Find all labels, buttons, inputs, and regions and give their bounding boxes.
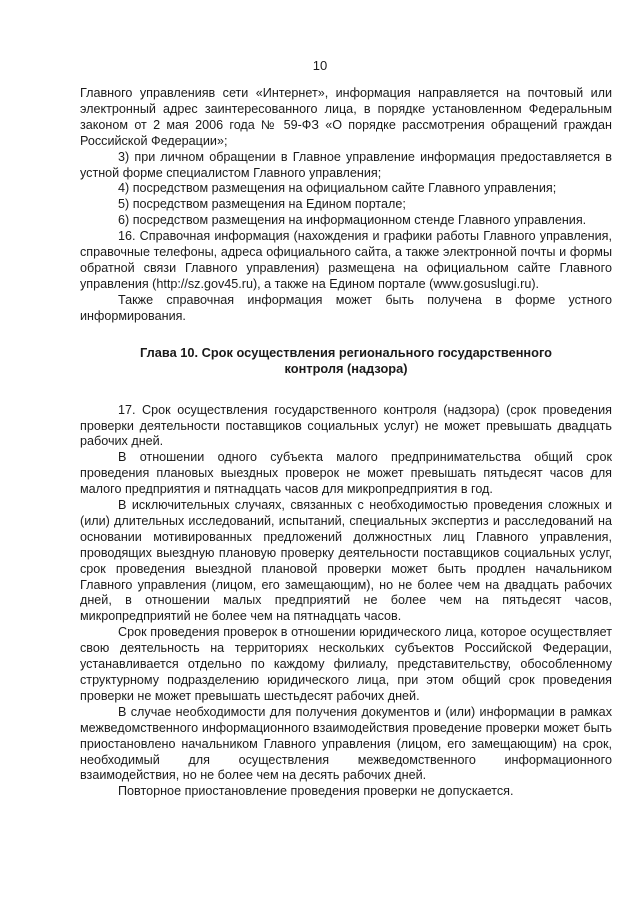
page-number: 10	[312, 58, 328, 73]
paragraph-17: 17. Срок осуществления государственного контроля (надзора) (срок проведения проверки деятельности поставщиков социальных услуг) не может превышать двадцать рабочих дней.	[80, 402, 612, 449]
paragraph-continuation: Главного управленияв сети «Интернет», информация направляется на почтовый или электронный адрес заинтересованного лица, в порядке установленном Федеральным законом от 2 мая 2006 года № 59-ФЗ «О порядке рассмотрения обращений граждан Российской Федерации»;	[80, 86, 612, 148]
paragraph-item-5: 5) посредством размещения на Едином портале;	[118, 197, 406, 212]
paragraph-16-note: Также справочная информация может быть получена в форме устного информирования.	[80, 292, 612, 323]
paragraph-multi-region: Срок проведения проверок в отношении юридического лица, которое осуществляет свою деятельность на территориях нескольких субъектов Российской Федерации, устанавливается отдельно по каждому филиалу, представительству, обособленному структурному подразделению юридического лица, при этом общий срок проведения проверки не может превышать шестьдесят рабочих дней.	[80, 625, 612, 703]
paragraph-suspension: В случае необходимости для получения документов и (или) информации в рамках межведомственного информационного взаимодействия проведение проверки может быть приостановлено начальником Главного управления (лицом, его замещающим) на срок, необходимый для осуществления межведомственного информационного взаимодействия, но не более чем на десять рабочих дней.	[80, 704, 612, 783]
paragraph-item-6: 6) посредством размещения на информационном стенде Главного управления.	[118, 213, 587, 228]
paragraph-item-3: 3) при личном обращении в Главное управление информация предоставляется в устной форме специалистом Главного управления;	[80, 149, 612, 180]
paragraph-16: 16. Справочная информация (нахождения и графики работы Главного управления, справочные телефоны, адреса официального сайта, а также электронной почты и формы обратной связи Главного управления) размещена на официальном сайте Главного управления (http://sz.gov45.ru), а также на Едином портале (www.gosuslugi.ru).	[80, 229, 612, 291]
paragraph-small-business: В отношении одного субъекта малого предпринимательства общий срок проведения плановых выездных проверок не может превышать пятьдесят часов для малого предприятия и пятнадцать часов для микропредприятия в год.	[80, 450, 612, 497]
chapter-heading: Глава 10. Срок осуществления регионального государственного контроля (надзора)	[140, 344, 552, 376]
document-body	[80, 86, 612, 800]
paragraph-repeat-suspension: Повторное приостановление проведения проверки не допускается.	[118, 784, 514, 799]
paragraph-item-4: 4) посредством размещения на официальном сайте Главного управления;	[118, 181, 557, 196]
paragraph-exceptional-cases: В исключительных случаях, связанных с необходимостью проведения сложных и (или) длительных исследований, испытаний, специальных экспертиз и расследований на основании мотивированных предложений должностных лиц Главного управления, проводящих выездную плановую проверку деятельности поставщиков социальных услуг, срок проведения выездной плановой проверки может быть продлен начальником Главного управления (лицом, его замещающим), но не более чем на двадцать рабочих дней, в отношении малых предприятий не более чем на пятьдесят часов, микропредприятий не более чем на пятнадцать часов.	[80, 498, 612, 624]
